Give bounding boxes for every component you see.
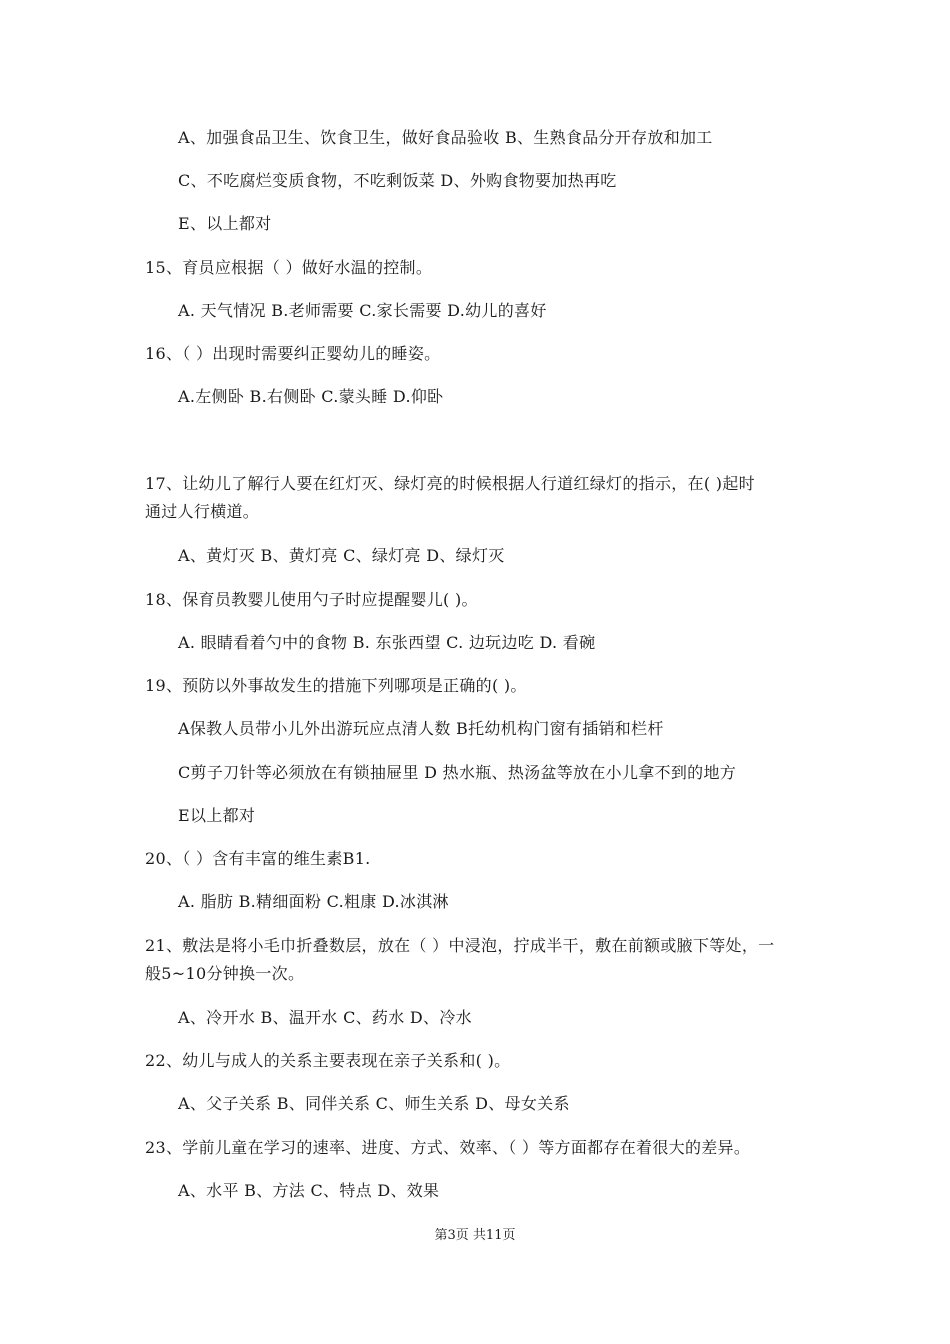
q14-options-row2: C、不吃腐烂变质食物，不吃剩饭菜 D、外购食物要加热再吃	[178, 171, 617, 190]
q20-options: A. 脂肪 B.精细面粉 C.粗康 D.冰淇淋	[178, 892, 449, 911]
q14-options-row3: E、以上都对	[178, 214, 272, 233]
q14-options-row1: A、加强食品卫生、饮食卫生，做好食品验收 B、生熟食品分开存放和加工	[178, 128, 713, 147]
q22-stem: 22、幼儿与成人的关系主要表现在亲子关系和( )。	[145, 1051, 511, 1070]
q23-options: A、水平 B、方法 C、特点 D、效果	[178, 1181, 440, 1200]
q21-stem-line2: 般5~10分钟换一次。	[145, 964, 305, 983]
page-footer: 第3页 共11页	[434, 1228, 516, 1243]
q19-options-row1: A保教人员带小儿外出游玩应点清人数 B托幼机构门窗有插销和栏杆	[178, 719, 664, 738]
q21-options: A、冷开水 B、温开水 C、药水 D、冷水	[178, 1008, 472, 1027]
q16-options: A.左侧卧 B.右侧卧 C.蒙头睡 D.仰卧	[178, 387, 444, 406]
q18-options: A. 眼睛看着勺中的食物 B. 东张西望 C. 边玩边吃 D. 看碗	[178, 633, 596, 652]
q15-options: A. 天气情况 B.老师需要 C.家长需要 D.幼儿的喜好	[178, 301, 547, 320]
q17-stem-line2: 通过人行横道。	[145, 502, 260, 521]
q18-stem: 18、保育员教婴儿使用勺子时应提醒婴儿( )。	[145, 590, 478, 609]
q15-stem: 15、育员应根据（ ）做好水温的控制。	[145, 258, 433, 277]
q16-stem: 16、（ ）出现时需要纠正婴幼儿的睡姿。	[145, 344, 441, 363]
q17-stem-line1: 17、让幼儿了解行人要在红灯灭、绿灯亮的时候根据人行道红绿灯的指示，在( )起时	[145, 474, 755, 493]
q23-stem: 23、学前儿童在学习的速率、进度、方式、效率、（ ）等方面都存在着很大的差异。	[145, 1138, 751, 1157]
q21-stem-line1: 21、敷法是将小毛巾折叠数层，放在（ ）中浸泡，拧成半干，敷在前额或腋下等处，一	[145, 936, 775, 955]
q20-stem: 20、（ ）含有丰富的维生素B1.	[145, 849, 371, 868]
q19-options-row2: C剪子刀针等必须放在有锁抽屉里 D 热水瓶、热汤盆等放在小儿拿不到的地方	[178, 763, 737, 782]
q22-options: A、父子关系 B、同伴关系 C、师生关系 D、母女关系	[178, 1094, 570, 1113]
q17-options: A、黄灯灭 B、黄灯亮 C、绿灯亮 D、绿灯灭	[178, 546, 505, 565]
q19-stem: 19、预防以外事故发生的措施下列哪项是正确的( )。	[145, 676, 527, 695]
q19-options-row3: E以上都对	[178, 806, 256, 825]
